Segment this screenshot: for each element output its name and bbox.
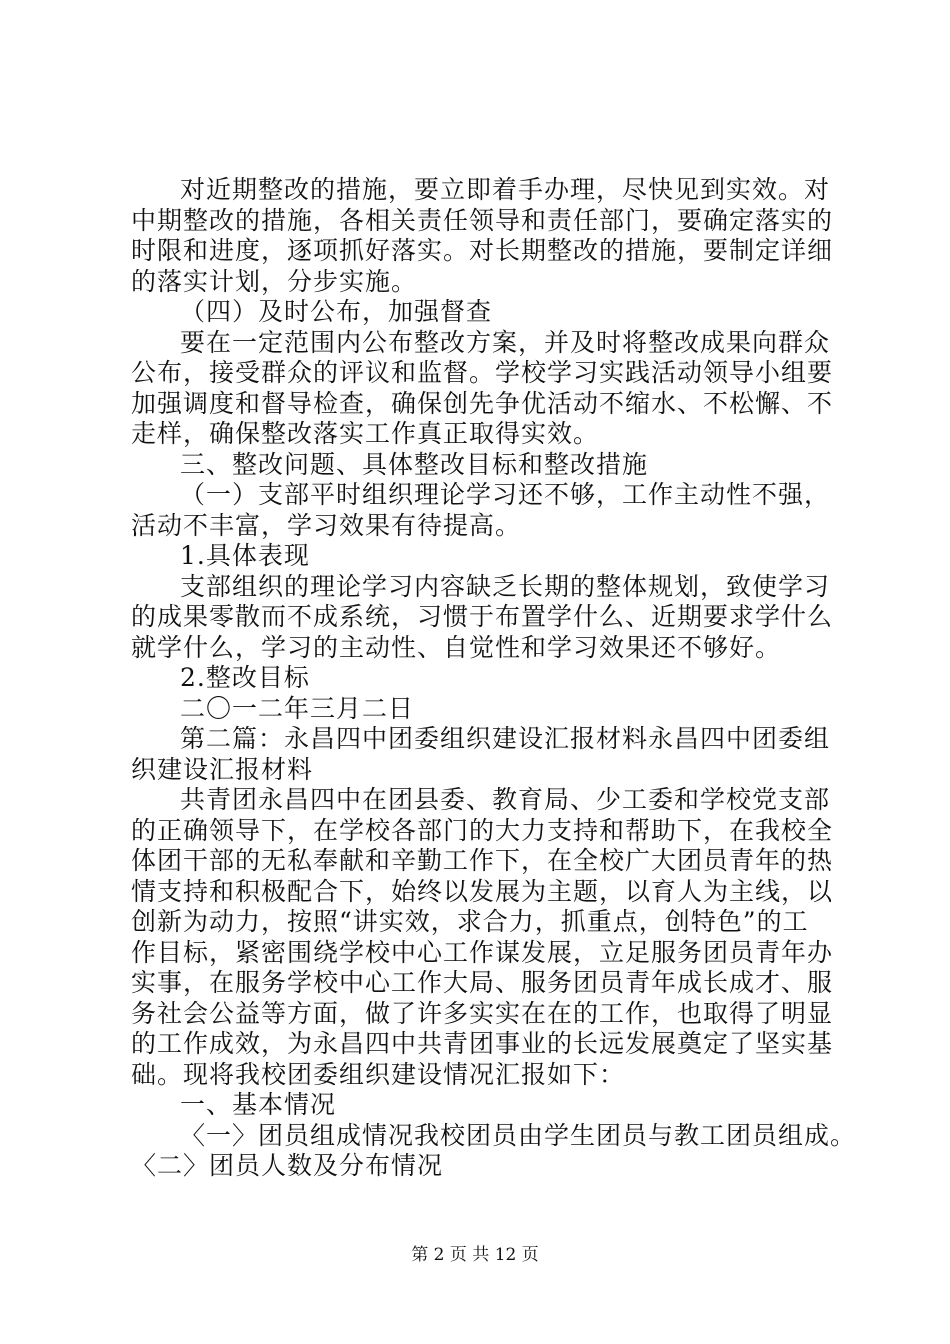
- paragraph-line: 活动不丰富，学习效果有待提高。: [131, 511, 522, 540]
- article-title: 织建设汇报材料: [131, 755, 314, 784]
- article-title: 第二篇：永昌四中团委组织建设汇报材料永昌四中团委组: [180, 724, 831, 753]
- paragraph-line: 的正确领导下，在学校各部门的大力支持和帮助下，在我校全: [131, 816, 834, 845]
- paragraph-line: 的工作成效，为永昌四中共青团事业的长远发展奠定了坚实基: [131, 1029, 834, 1058]
- date-line: 二〇一二年三月二日: [180, 694, 415, 723]
- paragraph-line: 〈一〉团员组成情况我校团员由学生团员与教工团员组成。: [180, 1121, 857, 1150]
- section-heading: 三、整改问题、具体整改目标和整改措施: [180, 450, 649, 479]
- section-heading: 2.整改目标: [180, 663, 310, 692]
- paragraph-line: 的落实计划，分步实施。: [131, 267, 418, 296]
- paragraph-line: 公布，接受群众的评议和监督。学校学习实践活动领导小组要: [131, 358, 834, 387]
- paragraph-line: 实事，在服务学校中心工作大局、服务团员青年成长成才、服: [131, 968, 834, 997]
- paragraph-line: 情支持和积极配合下，始终以发展为主题，以育人为主线，以: [131, 877, 834, 906]
- paragraph-line: 共青团永昌四中在团县委、教育局、少工委和学校党支部: [180, 785, 831, 814]
- section-heading: （四）及时公布，加强督查: [180, 297, 493, 326]
- paragraph-line: 要在一定范围内公布整改方案，并及时将整改成果向群众: [180, 328, 831, 357]
- paragraph-line: 的成果零散而不成系统，习惯于布置学什么、近期要求学什么: [131, 602, 834, 631]
- paragraph-line: （一）支部平时组织理论学习还不够，工作主动性不强，: [180, 480, 831, 509]
- paragraph-line: 就学什么，学习的主动性、自觉性和学习效果还不够好。: [131, 633, 782, 662]
- paragraph-line: 体团干部的无私奉献和辛勤工作下，在全校广大团员青年的热: [131, 846, 834, 875]
- paragraph-line: 走样，确保整改落实工作真正取得实效。: [131, 419, 600, 448]
- paragraph-line: 加强调度和督导检查，确保创先争优活动不缩水、不松懈、不: [131, 389, 834, 418]
- page-number: 第 2 页 共 12 页: [411, 1245, 539, 1265]
- paragraph-line: 创新为动力，按照“讲实效，求合力，抓重点，创特色”的工: [131, 907, 809, 936]
- paragraph-line: 时限和进度，逐项抓好落实。对长期整改的措施，要制定详细: [131, 236, 834, 265]
- paragraph-line: 支部组织的理论学习内容缺乏长期的整体规划，致使学习: [180, 572, 831, 601]
- section-heading: 一、基本情况: [180, 1090, 337, 1119]
- paragraph-line: 础。现将我校团委组织建设情况汇报如下：: [131, 1060, 626, 1089]
- paragraph-line: 对近期整改的措施，要立即着手办理，尽快见到实效。对: [180, 175, 831, 204]
- paragraph-line: 务社会公益等方面，做了许多实实在在的工作，也取得了明显: [131, 999, 834, 1028]
- paragraph-line: 作目标，紧密围绕学校中心工作谋发展，立足服务团员青年办: [131, 938, 834, 967]
- section-heading: 1.具体表现: [180, 541, 310, 570]
- paragraph-line: 中期整改的措施，各相关责任领导和责任部门，要确定落实的: [131, 206, 834, 235]
- paragraph-line: 〈二〉团员人数及分布情况: [131, 1151, 444, 1180]
